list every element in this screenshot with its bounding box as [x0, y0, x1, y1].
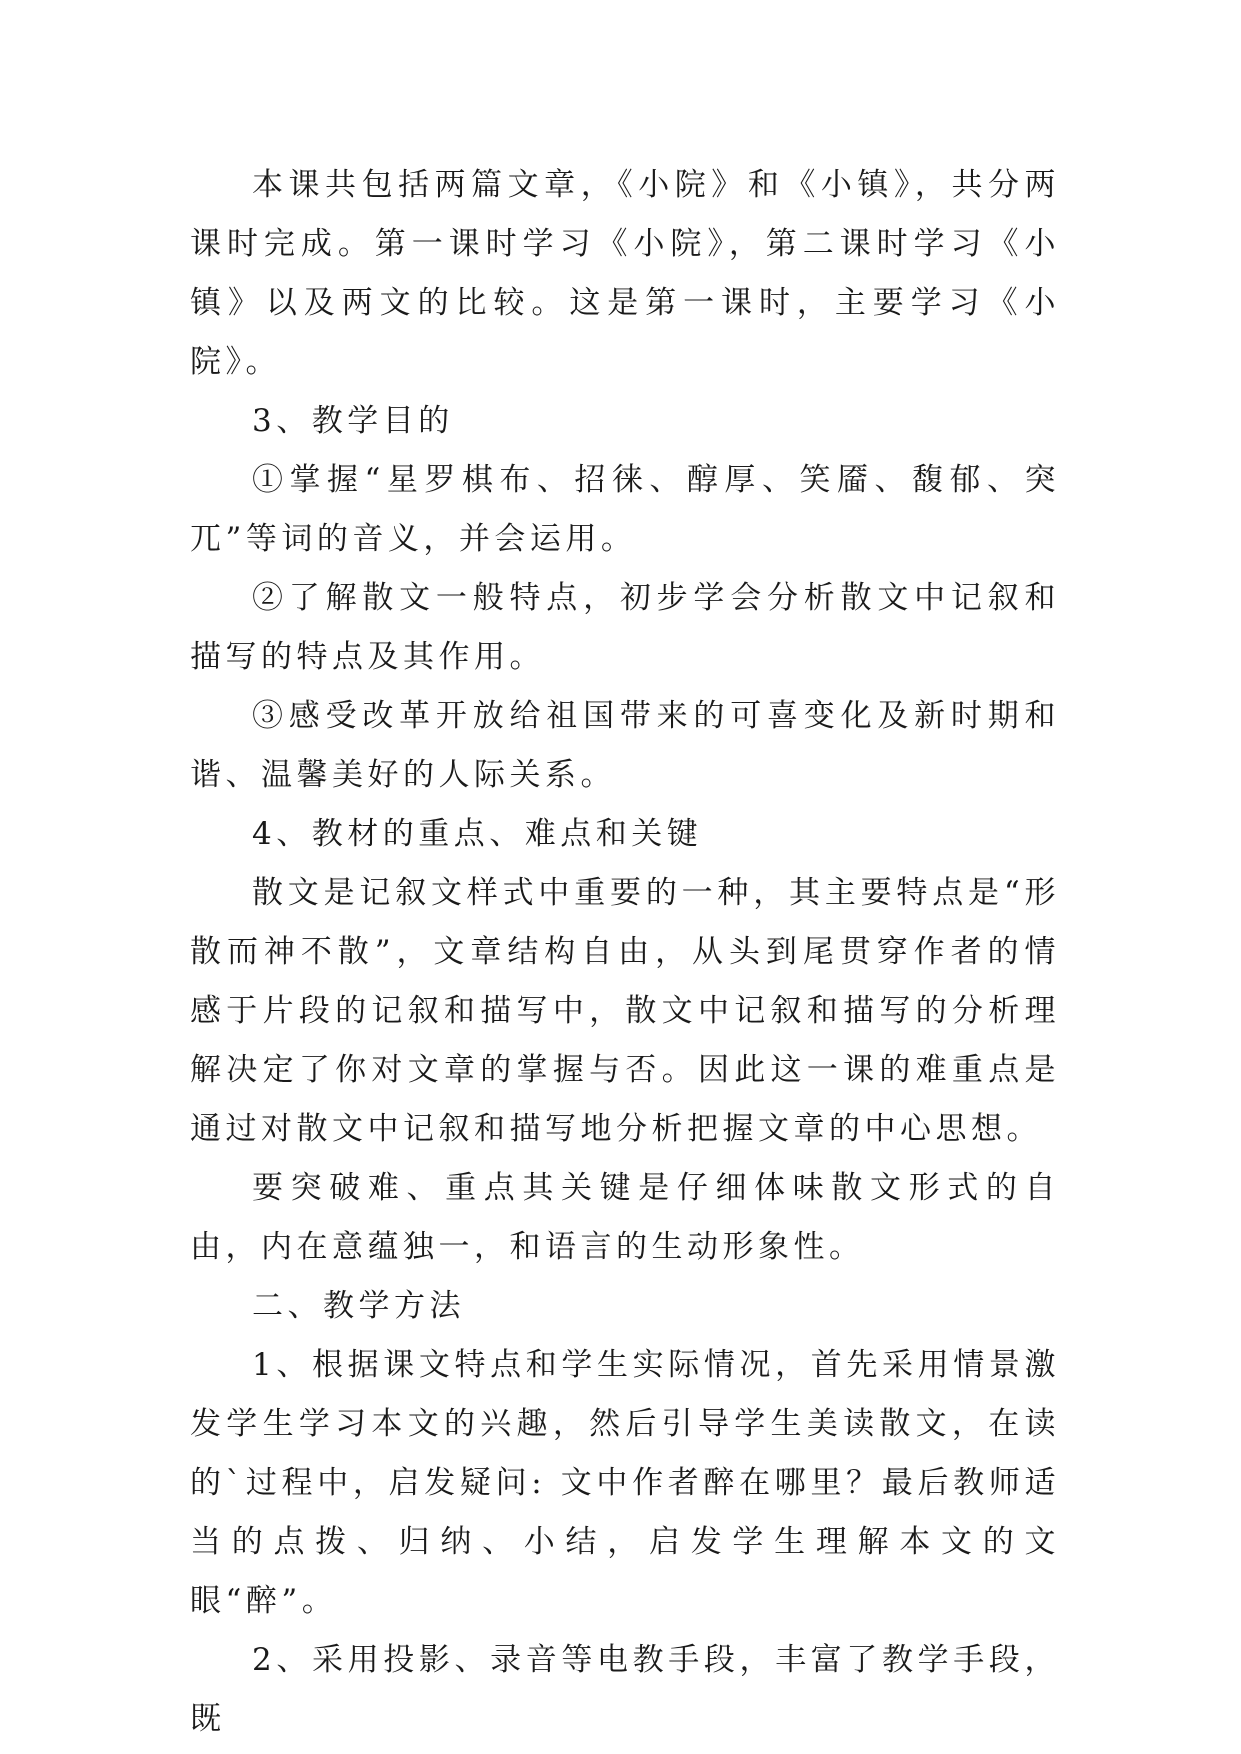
goal-item-1: ①掌握“星罗棋布、招徕、醇厚、笑靥、馥郁、突兀”等词的音义，并会运用。 — [190, 462, 1060, 557]
paragraph-key-points: 散文是记叙文样式中重要的一种，其主要特点是“形散而神不散”，文章结构自由，从头到尾贯穿作者的情感于片段的记叙和描写中，散文中记叙和描写的分析理解决定了你对文章的掌握与否。因此这一课的难重点是通过对散文中记叙和描写地分析把握文章的中心思想。 — [190, 875, 1060, 1147]
method-item-1: 1、根据课文特点和学生实际情况，首先采用情景激发学生学习本文的兴趣，然后引导学生美读散文，在读的`过程中，启发疑问: 文中作者醉在哪里？最后教师适当的点拨、归纳、小结，启发学生理解本文的文眼“醉”。 — [190, 1347, 1060, 1619]
paragraph-key-breakthrough: 要突破难、重点其关键是仔细体味散文形式的自由，内在意蕴独一，和语言的生动形象性。 — [190, 1170, 1060, 1265]
paragraph-intro: 本课共包括两篇文章，《小院》和《小镇》，共分两课时完成。第一课时学习《小院》，第二课时学习《小镇》以及两文的比较。这是第一课时，主要学习《小院》。 — [190, 167, 1060, 380]
document-body — [190, 156, 1060, 1749]
heading-teaching-method: 二、教学方法 — [252, 1288, 465, 1324]
method-item-2: 2、采用投影、录音等电教手段，丰富了教学手段，既 — [190, 1642, 1060, 1737]
heading-teaching-goals: 3、教学目的 — [252, 403, 454, 439]
goal-item-2: ②了解散文一般特点，初步学会分析散文中记叙和描写的特点及其作用。 — [190, 580, 1060, 675]
heading-key-points: 4、教材的重点、难点和关键 — [252, 816, 703, 852]
goal-item-3: ③感受改革开放给祖国带来的可喜变化及新时期和谐、温馨美好的人际关系。 — [190, 698, 1060, 793]
